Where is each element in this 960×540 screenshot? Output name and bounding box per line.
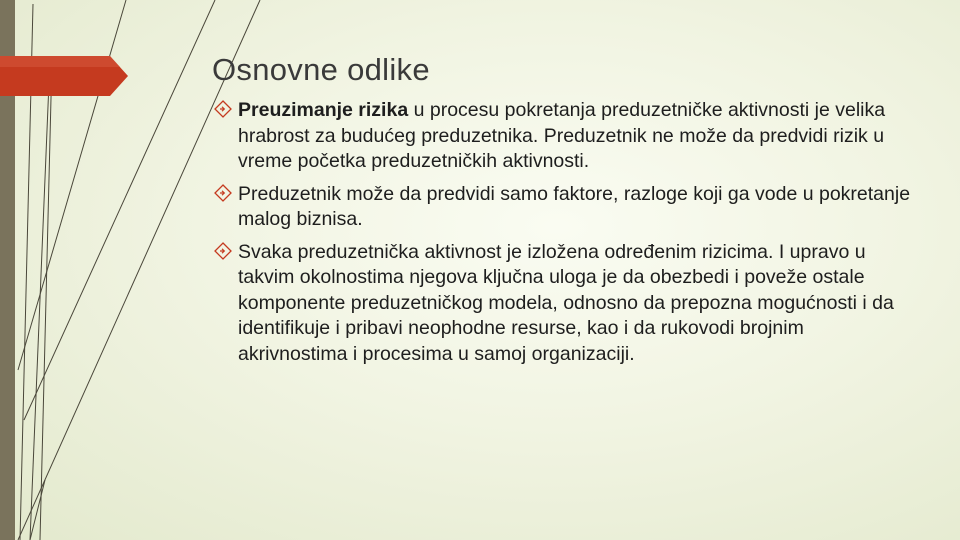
arrow-tab-icon <box>0 56 128 96</box>
diamond-bullet-icon <box>214 100 232 118</box>
diamond-bullet-icon <box>214 242 232 260</box>
bullet-text: Svaka preduzetnička aktivnost je izložena određenim rizicima. I upravo u takvim okolnostima njegova ključna uloga je da obezbedi i poveže ostale komponente preduzetničkog modela, odnosno da prepozna mogućnosti i da identifikuje i pribavi neophodne resurse, kao i da rukovodi brojnim akrivnostima i procesima u samoj organizaciji. <box>238 240 894 365</box>
slide-title: Osnovne odlike <box>212 52 430 87</box>
bullet-item <box>214 98 914 175</box>
bullet-item <box>214 182 914 233</box>
diamond-bullet-icon <box>214 184 232 202</box>
bullet-item <box>214 240 914 368</box>
bullet-list <box>214 98 914 374</box>
bullet-text: u procesu pokretanja preduzetničke aktivnosti je velika hrabrost za budućeg preduzetnika. Preduzetnik ne može da predvidi rizik u vreme početka preduzetničkih aktivnosti. <box>238 99 886 172</box>
arrow-tab-highlight <box>0 56 120 67</box>
bullet-text: Preduzetnik može da predvidi samo faktore, razloge koji ga vode u pokretanje malog biznisa. <box>238 182 911 230</box>
left-decorative-band <box>0 0 15 540</box>
bullet-bold-text: Preuzimanje rizika <box>238 99 409 121</box>
